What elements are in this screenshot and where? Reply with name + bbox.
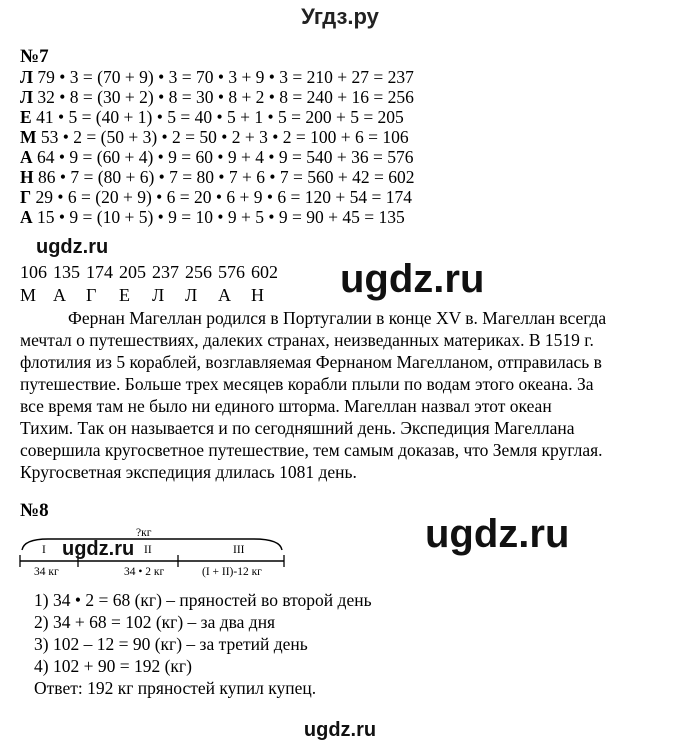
solution-step: 2) 34 + 68 = 102 (кг) – за два дня <box>34 612 276 632</box>
equation-expr: 64 • 9 = (60 + 4) • 9 = 60 • 9 + 4 • 9 = 540 + 36 = 576 <box>32 147 414 167</box>
equation-expr: 29 • 6 = (20 + 9) • 6 = 20 • 6 + 9 • 6 = 120 + 54 = 174 <box>31 187 413 207</box>
equation-row <box>20 87 415 107</box>
paragraph-line: путешествие. Больше трех месяцев корабли плыли по водам этого океана. За <box>20 374 594 394</box>
task7-equations <box>20 67 415 227</box>
answer-number: 174 <box>86 262 113 282</box>
equation-expr: 53 • 2 = (50 + 3) • 2 = 50 • 2 + 3 • 2 = 100 + 6 = 106 <box>36 127 409 147</box>
equation-row <box>20 147 415 167</box>
paragraph-line: мечтал о путешествиях, далеких странах, неизведанных материках. В 1519 г. <box>20 330 594 350</box>
equation-letter: Л <box>20 67 34 87</box>
watermark-big: ugdz.ru <box>425 512 570 556</box>
equation-row <box>20 107 415 127</box>
answer-letter: Н <box>251 285 264 305</box>
answer-number: 576 <box>218 262 245 282</box>
equation-row <box>20 67 415 87</box>
task8-solution <box>34 589 372 699</box>
answer-letter: А <box>218 285 231 305</box>
equation-letter: Г <box>20 187 32 207</box>
diagram-label3: (I + II)-12 кг <box>202 566 262 578</box>
watermark-small: ugdz.ru <box>36 236 109 258</box>
answer-letters <box>20 285 284 306</box>
equation-letter: А <box>20 147 33 167</box>
paragraph-line: все время там не было ни единого шторма. Магеллан назвал этот океан <box>20 396 552 416</box>
answer-number: 256 <box>185 262 212 282</box>
equation-row <box>20 187 415 207</box>
answer-number: 106 <box>20 262 47 282</box>
paragraph-line: Тихим. Так он называется и по сегодняшний день. Экспедиция Магеллана <box>20 418 575 438</box>
solution-answer: Ответ: 192 кг пряностей купил купец. <box>34 678 317 698</box>
answer-letter: Е <box>119 285 130 305</box>
magellan-paragraph <box>20 307 656 483</box>
diagram-label1: 34 кг <box>34 566 59 578</box>
paragraph-line: флотилия из 5 кораблей, возглавляемая Фернаном Магелланом, отправилась в <box>20 352 602 372</box>
answer-number: 205 <box>119 262 146 282</box>
equation-letter: Л <box>20 87 34 107</box>
equation-expr: 32 • 8 = (30 + 2) • 8 = 30 • 8 + 2 • 8 = 240 + 16 = 256 <box>33 87 414 107</box>
equation-expr: 79 • 3 = (70 + 9) • 3 = 70 • 3 + 9 • 3 = 210 + 27 = 237 <box>33 67 414 87</box>
answer-number: 135 <box>53 262 80 282</box>
site-title: Угдз.ру <box>301 4 379 29</box>
equation-letter: А <box>20 207 33 227</box>
equation-row <box>20 167 415 187</box>
solution-step: 4) 102 + 90 = 192 (кг) <box>34 656 192 676</box>
equation-row <box>20 127 415 147</box>
equation-letter: Е <box>20 107 32 127</box>
answer-letter: Л <box>185 285 198 305</box>
diagram-part3: III <box>233 544 245 556</box>
diagram-label2: 34 • 2 кг <box>124 566 165 578</box>
task8-heading: №8 <box>20 500 49 521</box>
answer-letter: Г <box>86 285 97 305</box>
solution-step: 3) 102 – 12 = 90 (кг) – за третий день <box>34 634 308 654</box>
solution-step: 1) 34 • 2 = 68 (кг) – пряностей во второй день <box>34 590 372 610</box>
equation-letter: М <box>20 127 37 147</box>
watermark-big: ugdz.ru <box>340 257 485 301</box>
equation-expr: 41 • 5 = (40 + 1) • 5 = 40 • 5 + 1 • 5 = 200 + 5 = 205 <box>31 107 404 127</box>
answer-letter: Л <box>152 285 165 305</box>
answer-numbers <box>20 262 284 283</box>
answer-letter: А <box>53 285 66 305</box>
equation-expr: 86 • 7 = (80 + 6) • 7 = 80 • 7 + 6 • 7 = 560 + 42 = 602 <box>33 167 415 187</box>
paragraph-line: совершила кругосветное путешествие, тем самым доказав, что Земля круглая. <box>20 440 603 460</box>
diagram-part1: I <box>42 544 46 556</box>
equation-row <box>20 207 415 227</box>
task7-heading: №7 <box>20 46 49 67</box>
equation-letter: Н <box>20 167 34 187</box>
diagram-part2: II <box>144 544 152 556</box>
diagram-total-label: ?кг <box>136 527 152 539</box>
answer-number: 237 <box>152 262 179 282</box>
watermark-small: ugdz.ru <box>62 538 135 560</box>
watermark-footer: ugdz.ru <box>303 719 377 741</box>
equation-expr: 15 • 9 = (10 + 5) • 9 = 10 • 9 + 5 • 9 = 90 + 45 = 135 <box>32 207 405 227</box>
answer-number: 602 <box>251 262 278 282</box>
paragraph-line: Кругосветная экспедиция длилась 1081 день. <box>20 462 357 482</box>
paragraph-line: Фернан Магеллан родился в Португалии в конце XV в. Магеллан всегда <box>68 308 607 328</box>
answer-letter: М <box>20 285 37 305</box>
